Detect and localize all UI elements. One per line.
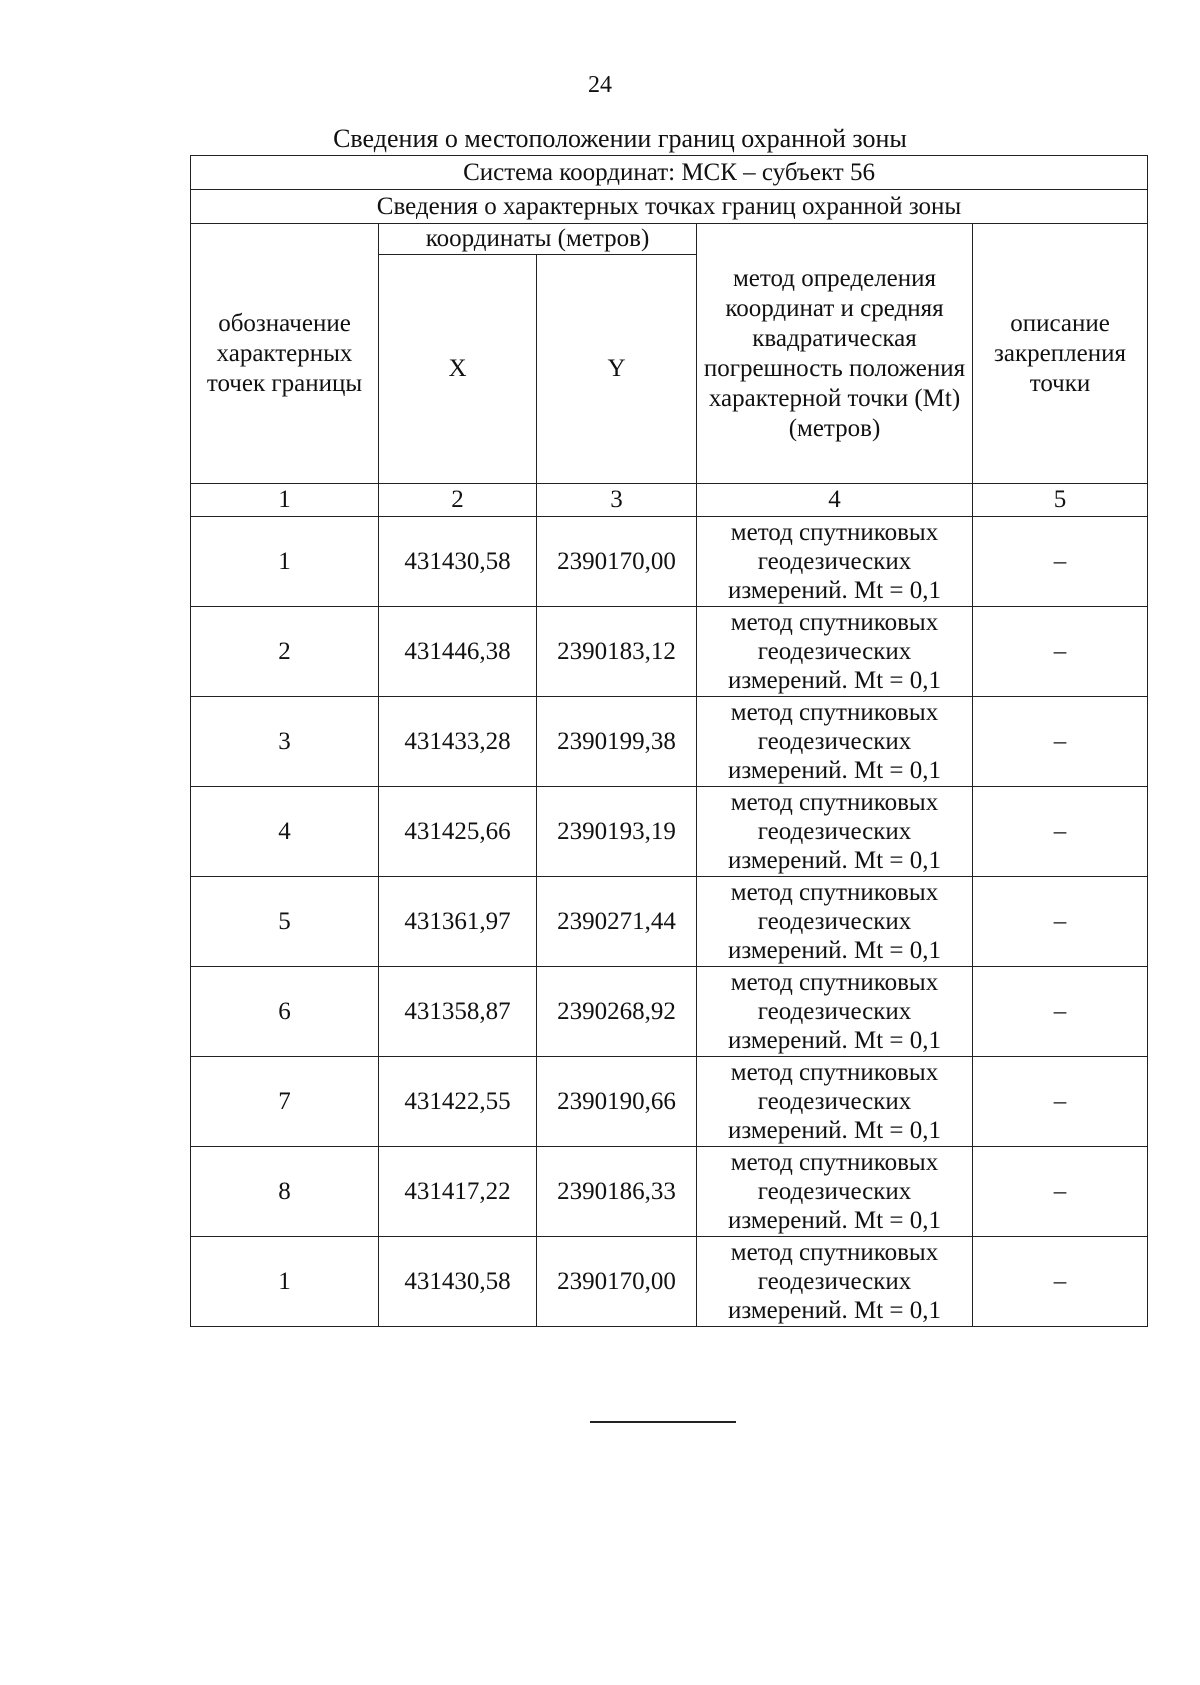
point-number-cell: 1	[191, 517, 379, 607]
method-cell: метод спутниковых геодезических измерений. Mt = 0,1	[697, 1237, 973, 1327]
point-number-cell: 7	[191, 1057, 379, 1147]
x-coordinate-cell: 431361,97	[379, 877, 537, 967]
x-coordinate-cell: 431358,87	[379, 967, 537, 1057]
table-row	[191, 517, 1148, 607]
description-cell: –	[973, 697, 1148, 787]
header-x: X	[379, 255, 537, 484]
footer-divider	[590, 1421, 736, 1423]
x-coordinate-cell: 431430,58	[379, 1237, 537, 1327]
document-title: Сведения о местоположении границ охранной зоны	[333, 124, 907, 153]
y-coordinate-cell: 2390199,38	[537, 697, 697, 787]
table-row	[191, 787, 1148, 877]
method-cell: метод спутниковых геодезических измерений. Mt = 0,1	[697, 1057, 973, 1147]
y-coordinate-cell: 2390170,00	[537, 517, 697, 607]
y-coordinate-cell: 2390186,33	[537, 1147, 697, 1237]
table-row	[191, 697, 1148, 787]
point-number-cell: 5	[191, 877, 379, 967]
table-row	[191, 877, 1148, 967]
table-row	[191, 1057, 1148, 1147]
method-cell: метод спутниковых геодезических измерений. Mt = 0,1	[697, 877, 973, 967]
column-number: 3	[537, 484, 697, 517]
page-number: 24	[588, 72, 612, 98]
method-cell: метод спутниковых геодезических измерений. Mt = 0,1	[697, 607, 973, 697]
y-coordinate-cell: 2390183,12	[537, 607, 697, 697]
header-description: описание закрепления точки	[973, 224, 1148, 484]
header-method: метод определения координат и средняя квадратическая погрешность положения характерной точки (Mt) (метров)	[697, 224, 973, 484]
coordinate-system-banner: Система координат: МСК – субъект 56	[191, 156, 1148, 190]
description-cell: –	[973, 517, 1148, 607]
point-number-cell: 4	[191, 787, 379, 877]
description-cell: –	[973, 1237, 1148, 1327]
y-coordinate-cell: 2390193,19	[537, 787, 697, 877]
header-y: Y	[537, 255, 697, 484]
table-row	[191, 607, 1148, 697]
description-cell: –	[973, 967, 1148, 1057]
x-coordinate-cell: 431433,28	[379, 697, 537, 787]
column-number: 5	[973, 484, 1148, 517]
y-coordinate-cell: 2390190,66	[537, 1057, 697, 1147]
y-coordinate-cell: 2390170,00	[537, 1237, 697, 1327]
method-cell: метод спутниковых геодезических измерений. Mt = 0,1	[697, 517, 973, 607]
point-number-cell: 2	[191, 607, 379, 697]
method-cell: метод спутниковых геодезических измерений. Mt = 0,1	[697, 787, 973, 877]
method-cell: метод спутниковых геодезических измерений. Mt = 0,1	[697, 697, 973, 787]
section-title-banner: Сведения о характерных точках границ охранной зоны	[191, 190, 1148, 224]
table-row	[191, 1147, 1148, 1237]
description-cell: –	[973, 877, 1148, 967]
boundary-points-table	[190, 155, 1148, 1327]
header-coordinates: координаты (метров)	[379, 224, 697, 255]
description-cell: –	[973, 1057, 1148, 1147]
header-designation: обозначение характерных точек границы	[191, 224, 379, 484]
x-coordinate-cell: 431422,55	[379, 1057, 537, 1147]
y-coordinate-cell: 2390268,92	[537, 967, 697, 1057]
column-number: 4	[697, 484, 973, 517]
x-coordinate-cell: 431446,38	[379, 607, 537, 697]
column-number: 1	[191, 484, 379, 517]
table-row	[191, 967, 1148, 1057]
point-number-cell: 3	[191, 697, 379, 787]
x-coordinate-cell: 431417,22	[379, 1147, 537, 1237]
point-number-cell: 8	[191, 1147, 379, 1237]
table-row	[191, 1237, 1148, 1327]
description-cell: –	[973, 787, 1148, 877]
x-coordinate-cell: 431430,58	[379, 517, 537, 607]
column-number: 2	[379, 484, 537, 517]
point-number-cell: 6	[191, 967, 379, 1057]
method-cell: метод спутниковых геодезических измерений. Mt = 0,1	[697, 1147, 973, 1237]
description-cell: –	[973, 1147, 1148, 1237]
point-number-cell: 1	[191, 1237, 379, 1327]
description-cell: –	[973, 607, 1148, 697]
method-cell: метод спутниковых геодезических измерений. Mt = 0,1	[697, 967, 973, 1057]
y-coordinate-cell: 2390271,44	[537, 877, 697, 967]
x-coordinate-cell: 431425,66	[379, 787, 537, 877]
